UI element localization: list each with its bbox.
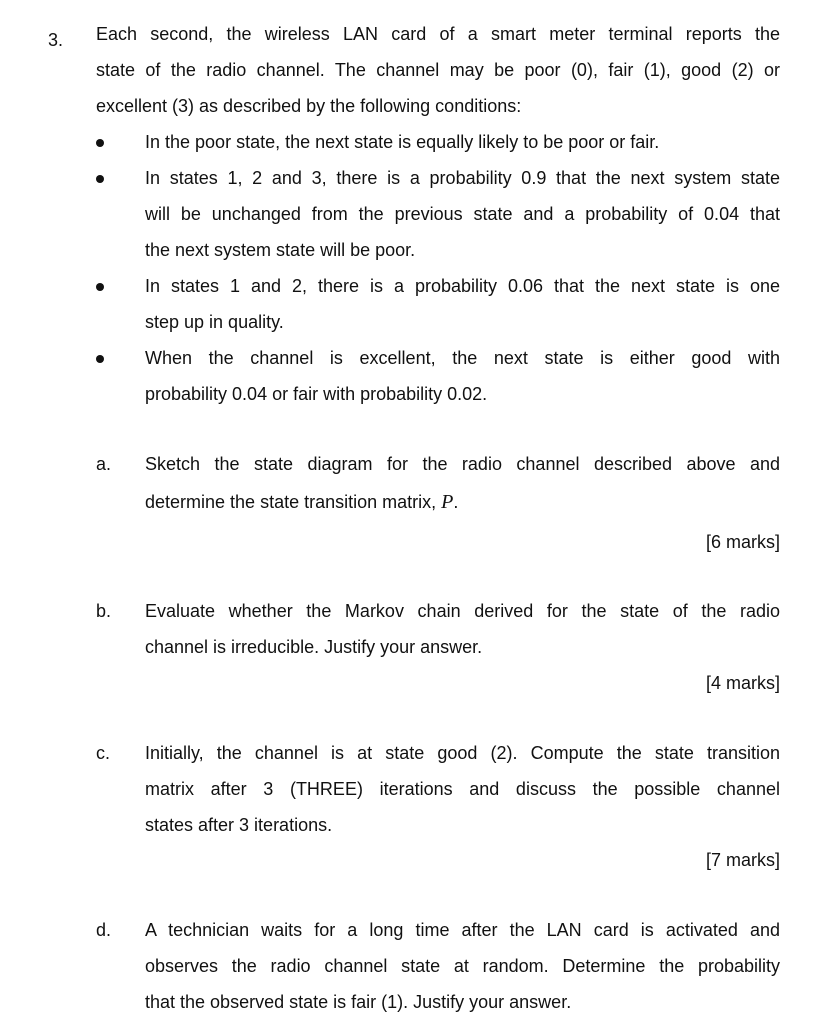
question-number: 3. [48, 30, 64, 50]
marks-label: [6 marks] [705, 532, 780, 552]
bullet-icon [96, 139, 104, 147]
intro-line: excellent (3) as described by the following conditions: [96, 96, 522, 116]
marks-label: [7 marks] [705, 850, 780, 870]
intro-line: state of the radio channel. The channel may be poor (0), fair (1), good (2) or [96, 60, 780, 80]
marks-label: [4 marks] [705, 673, 780, 693]
part-line: determine the state transition matrix, [145, 492, 442, 512]
condition-line: When the channel is excellent, the next state is either good with [145, 348, 780, 368]
bullet-icon [96, 283, 104, 291]
intro-line: Each second, the wireless LAN card of a smart meter terminal reports the [96, 24, 780, 44]
part-line: Evaluate whether the Markov chain derived for the state of the radio [145, 601, 780, 621]
condition-line: In states 1 and 2, there is a probability 0.06 that the next state is one [145, 276, 780, 296]
bullet-icon [96, 175, 104, 183]
part-line: channel is irreducible. Justify your answer. [145, 637, 483, 657]
part-label: c. [96, 743, 111, 763]
condition-line: step up in quality. [145, 312, 284, 332]
part-line: Initially, the channel is at state good (2). Compute the state transition [145, 743, 780, 763]
part-line: observes the radio channel state at random. Determine the probability [145, 956, 780, 976]
part-label: d. [96, 920, 112, 940]
part-label: b. [96, 601, 112, 621]
part-label: a. [96, 454, 112, 474]
part-line-with-symbol [145, 484, 780, 520]
condition-line: In states 1, 2 and 3, there is a probability 0.9 that the next system state [145, 168, 780, 188]
condition-line: will be unchanged from the previous state and a probability of 0.04 that [145, 204, 780, 224]
bullet-icon [96, 355, 104, 363]
condition-line: the next system state will be poor. [145, 240, 416, 260]
sentence-end: . [453, 492, 459, 512]
part-line: states after 3 iterations. [145, 815, 333, 835]
matrix-symbol: P [441, 491, 454, 513]
part-line: A technician waits for a long time after the LAN card is activated and [145, 920, 780, 940]
part-line: Sketch the state diagram for the radio channel described above and [145, 454, 780, 474]
condition-line: probability 0.04 or fair with probability 0.02. [145, 384, 488, 404]
part-line: that the observed state is fair (1). Justify your answer. [145, 992, 572, 1012]
part-line: matrix after 3 (THREE) iterations and discuss the possible channel [145, 779, 780, 799]
condition-line: In the poor state, the next state is equally likely to be poor or fair. [145, 132, 660, 152]
